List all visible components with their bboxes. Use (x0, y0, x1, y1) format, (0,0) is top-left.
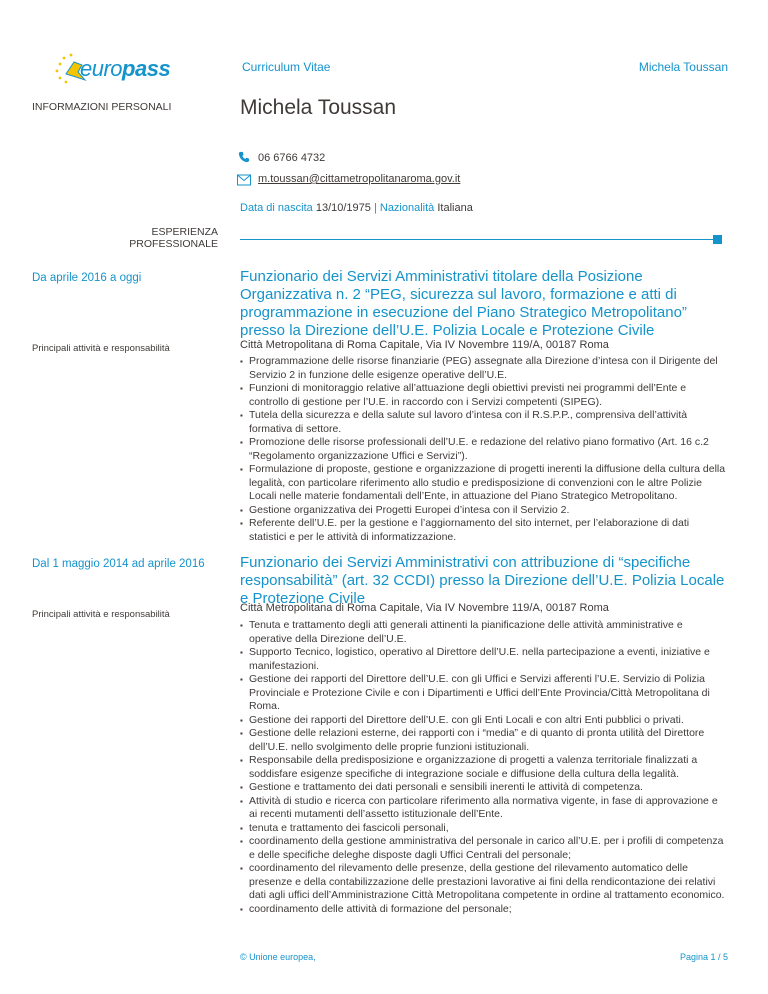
section-divider (240, 239, 713, 240)
list-item: ▪ Gestione organizzativa dei Progetti Europei d’intesa con il Servizio 2. (240, 504, 728, 518)
info-separator: | (373, 202, 377, 214)
list-item: ▪ Gestione dei rapporti del Direttore dell’U.E. con gli Enti Locali e con altri Enti pubblici o privati. (240, 714, 728, 728)
list-item: ▪ Supporto Tecnico, logistico, operativo al Direttore dell’U.E. nella partecipazione a eventi, iniziative e manifestazioni. (240, 646, 728, 673)
list-item: ▪ Referente dell’U.E. per la gestione e l’aggiornamento del sito internet, per l’elaborazione di dati statistici e per le attività di informatizzazione. (240, 517, 728, 544)
dob-value: 13/10/1975 (315, 202, 371, 214)
person-name: Michela Toussan (240, 96, 397, 119)
list-item: ▪ coordinamento della gestione amministrativa del personale in carico all’U.E. per i profili di competenza e delle specifiche deleghe disposte dagli Uffici Centrali del personale; (240, 835, 728, 862)
list-item: ▪ coordinamento del rilevamento delle presenze, della gestione del rilevamento automatico delle presenze e della contabilizzazione delle prestazioni lavorative ai fini della rendicontazione dei relativi dati agli uffici dell’Amministrazione Città Metropolitana competente in ordine al trattamento economico. (240, 862, 728, 903)
list-item: ▪ Responsabile della predisposizione e organizzazione di progetti a valenza territoriale finalizzati a soddisfare esigenze specifiche di integrazione sociale e diffusione della cultura della legalità. (240, 754, 728, 781)
email-link[interactable]: m.toussan@cittametropolitanaroma.gov.it (258, 173, 461, 185)
birth-nationality-line (240, 202, 473, 214)
list-item: ▪ Promozione delle risorse professionali dell’U.E. e redazione del relativo piano formativo (Art. 16 c.2 “Regolamento organizzazione Uffici e Servizi”). (240, 436, 728, 463)
section-divider-square (713, 235, 722, 244)
list-item: ▪ Programmazione delle risorse finanziarie (PEG) assegnate alla Direzione d’intesa con il Dirigente del Servizio 2 in funzione delle esigenze operative dell’U.E. (240, 355, 728, 382)
email-icon (237, 174, 251, 186)
list-item: ▪ tenuta e trattamento dei fascicoli personali, (240, 822, 728, 836)
employer: Città Metropolitana di Roma Capitale, Via IV Novembre 119/A, 00187 Roma (240, 339, 609, 351)
page-number: Pagina 1 / 5 (679, 952, 728, 962)
nationality-value: Italiana (437, 202, 473, 214)
phone-icon (237, 151, 251, 163)
list-item: ▪ Tutela della sicurezza e della salute sul lavoro d’intesa con il R.S.P.P., comprensiva dell’attività formativa di settore. (240, 409, 728, 436)
job-bullets (240, 619, 728, 916)
list-item: ▪ Funzioni di monitoraggio relative all’attuazione degli obiettivi previsti nei programmi dell’Ente e controllo di gestione per l’U.E. in raccordo con i Servizi competenti (SIPEG). (240, 382, 728, 409)
experience-label-1: ESPERIENZA (151, 226, 218, 238)
responsibilities-label: Principali attività e responsabilità (32, 343, 170, 354)
phone-number: 06 6766 4732 (258, 152, 326, 164)
employer: Città Metropolitana di Roma Capitale, Via IV Novembre 119/A, 00187 Roma (240, 602, 609, 614)
europass-logo-text: europass (80, 56, 171, 81)
dob-label: Data di nascita (240, 202, 313, 214)
header-name: Michela Toussan (638, 60, 728, 74)
list-item: ▪ Tenuta e trattamento degli atti generali attinenti la pianificazione delle attività amministrative e operative della Direzione dell’U.E. (240, 619, 728, 646)
list-item: ▪ Gestione dei rapporti del Direttore dell’U.E. con gli Uffici e Servizi afferenti l’U.E. Servizio di Polizia Provinciale e Protezione Civile e con i Dipartimenti e Uffici dell’Ente Provincia/Città Metropolitana di Roma. (240, 673, 728, 714)
list-item: ▪ Formulazione di proposte, gestione e organizzazione di progetti inerenti la diffusione della cultura della legalità, con particolare riferimento allo studio e predisposizione di convenzioni con le altre Polizie Locali nelle materie fondamentali dell’Ente, in attuazione del Piano Strategico Metropolitano. (240, 463, 728, 504)
list-item: ▪ Attività di studio e ricerca con particolare riferimento alla normativa vigente, in fase di approvazione e ai recenti mutamenti dell’assetto istituzionale dell’Ente. (240, 795, 728, 822)
job-date: Da aprile 2016 a oggi (32, 272, 142, 284)
nationality-label: Nazionalità (379, 202, 435, 214)
footer-copyright: © Unione europea, (240, 952, 316, 962)
list-item: ▪ Gestione e trattamento dei dati personali e sensibili inerenti le attività di competenza. (240, 781, 728, 795)
list-item: ▪ Gestione delle relazioni esterne, dei rapporti con i “media” e di quanto di pronta utilità del Direttore dell’U.E. nello svolgimento delle proprie funzioni istituzionali. (240, 727, 728, 754)
cv-title: Curriculum Vitae (242, 60, 331, 74)
job-title: Funzionario dei Servizi Amministrativi titolare della Posizione Organizzativa n. 2 “PEG, sicurezza sul lavoro, formazione e atti di programmazione in esecuzione del Piano Strategico Metropolitano” presso la Direzione dell’U.E. Polizia Locale e Protezione Civile (240, 268, 687, 339)
job-date: Dal 1 maggio 2014 ad aprile 2016 (32, 558, 205, 570)
experience-label-2: PROFESSIONALE (129, 238, 218, 250)
personal-info-label: INFORMAZIONI PERSONALI (32, 101, 172, 113)
job-title: Funzionario dei Servizi Amministrativi con attribuzione di “specifiche responsabilità” (art. 32 CCDI) presso la Direzione dell’U.E. Polizia Locale e Protezione Civile (240, 554, 725, 607)
list-item: ▪ coordinamento delle attività di formazione del personale; (240, 903, 728, 917)
job-bullets (240, 355, 728, 544)
responsibilities-label: Principali attività e responsabilità (32, 609, 170, 620)
